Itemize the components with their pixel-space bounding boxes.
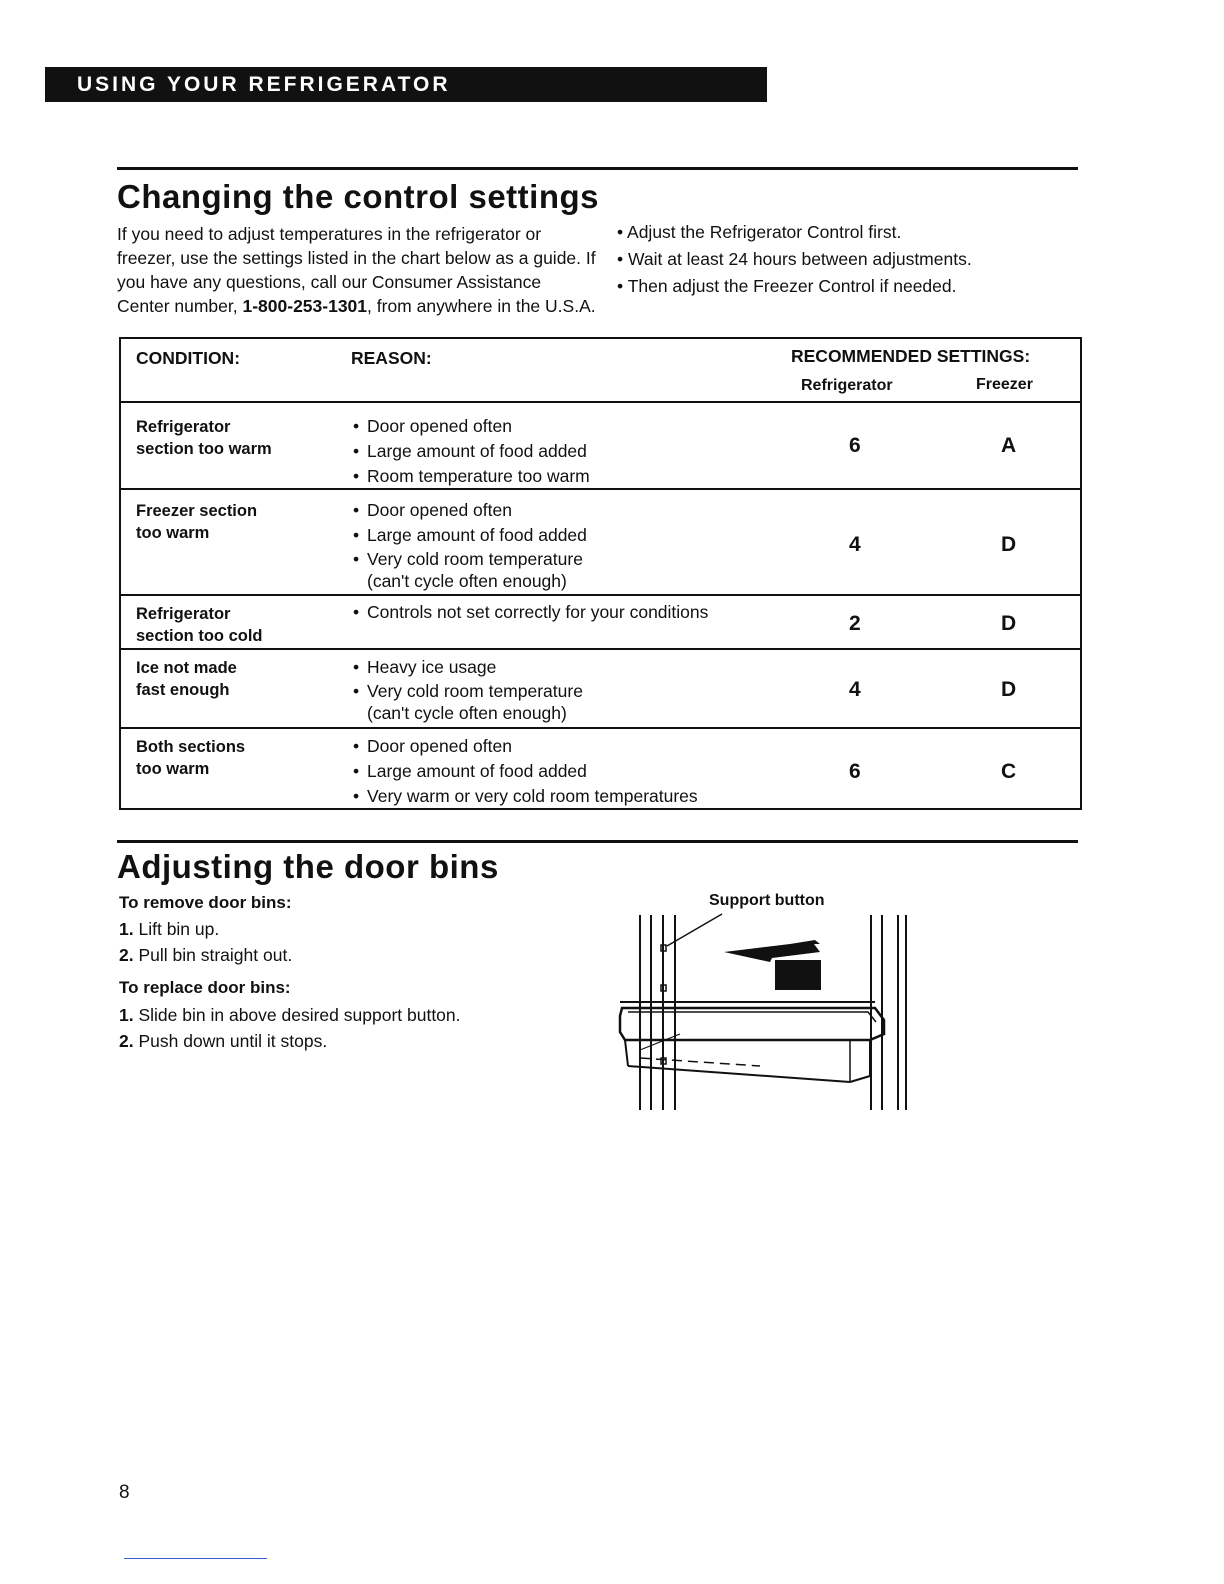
header-divider [121,401,1080,403]
condition-cell [136,416,336,460]
row-divider [121,488,1080,490]
remove-bins-heading: To remove door bins: [119,893,292,912]
condition-line: Refrigerator [136,605,231,623]
step-item [119,1028,461,1054]
remove-steps [119,916,292,968]
condition-line: section too cold [136,627,263,645]
reason-list [353,600,793,625]
condition-cell [136,736,336,780]
reason-text: (can't cycle often enough) [367,571,567,591]
step-text: Push down until it stops. [138,1031,328,1051]
row-divider [121,727,1080,729]
step-number: 2. [119,1031,134,1051]
refrigerator-setting: 2 [849,612,861,635]
section-title-control-settings: Changing the control settings [117,178,599,215]
reason-item: • Door opened often [353,736,512,756]
refrigerator-setting: 6 [849,760,861,783]
freezer-setting: D [1001,678,1017,701]
condition-line: too warm [136,524,210,542]
reason-item: • Large amount of food added [353,441,587,461]
reason-item: • Large amount of food added [353,525,587,545]
section-banner: USING YOUR REFRIGERATOR [45,67,767,102]
step-item [119,1002,461,1028]
reason-text: Heavy ice usage [367,657,497,677]
reason-item [353,703,793,723]
col-header-freezer: Freezer [976,376,1033,393]
col-header-condition: CONDITION: [136,348,241,368]
intro-tail: , from anywhere in the U.S.A. [367,296,596,316]
tip-item: • Wait at least 24 hours between adjustments. [617,246,1067,273]
reason-item: • Very cold room temperature [353,681,583,701]
reason-list [353,414,793,489]
freezer-setting: D [1001,533,1017,556]
condition-cell [136,657,336,701]
reason-text: Door opened often [367,500,512,520]
door-bin-illustration [600,890,930,1120]
reason-list [353,498,793,591]
reason-list [353,734,793,809]
condition-cell [136,500,336,544]
refrigerator-setting: 4 [849,533,861,556]
step-number: 1. [119,1005,134,1025]
reason-text: Very cold room temperature [367,681,583,701]
reason-item: • Heavy ice usage [353,657,497,677]
title-rule [117,167,1078,170]
section-title-door-bins: Adjusting the door bins [117,848,499,885]
row-divider [121,594,1080,596]
reason-item: • Room temperature too warm [353,466,590,486]
reason-text: (can't cycle often enough) [367,703,567,723]
reason-text: Large amount of food added [367,761,587,781]
row-divider [121,648,1080,650]
refrigerator-setting: 6 [849,434,861,457]
reason-item: • Door opened often [353,416,512,436]
col-header-reason: REASON: [351,348,432,368]
condition-line: Refrigerator [136,418,231,436]
refrigerator-setting: 4 [849,678,861,701]
condition-line: too warm [136,760,210,778]
step-text: Lift bin up. [138,919,220,939]
condition-line: Both sections [136,738,246,756]
footer-line [124,1558,267,1559]
support-button-label: Support button [709,892,825,909]
title-rule [117,840,1078,843]
reason-item: • Very warm or very cold room temperatures [353,786,698,806]
condition-line: Freezer section [136,502,258,520]
step-number: 1. [119,919,134,939]
condition-line: fast enough [136,681,230,699]
reason-text: Very warm or very cold room temperatures [367,786,698,806]
freezer-setting: A [1001,434,1017,457]
reason-list [353,655,793,723]
tip-item: • Then adjust the Freezer Control if needed. [617,273,1067,300]
reason-item: • Controls not set correctly for your conditions [353,602,709,622]
col-header-refrigerator: Refrigerator [801,377,893,394]
replace-steps [119,1002,461,1054]
reason-item: • Large amount of food added [353,761,587,781]
intro-paragraph [117,222,597,318]
settings-table [119,337,1082,810]
step-item [119,942,292,968]
intro-text: If you need to adjust temperatures in the refrigerator or freezer, use the settings listed in the chart below as a guide. If you have any questions, call our Consumer Assistance Center number, [117,224,596,316]
step-text: Slide bin in above desired support button. [138,1005,461,1025]
reason-text: Door opened often [367,416,512,436]
reason-item: • Very cold room temperature [353,549,583,569]
reason-text: Large amount of food added [367,441,587,461]
col-header-recommended: RECOMMENDED SETTINGS: [791,346,1031,366]
freezer-setting: C [1001,760,1017,783]
step-item [119,916,292,942]
reason-item: • Door opened often [353,500,512,520]
step-number: 2. [119,945,134,965]
adjustment-tips [617,219,1067,300]
reason-text: Room temperature too warm [367,466,590,486]
reason-text: Very cold room temperature [367,549,583,569]
reason-text: Door opened often [367,736,512,756]
phone-number: 1-800-253-1301 [242,296,368,316]
tip-item: • Adjust the Refrigerator Control first. [617,219,1067,246]
freezer-setting: D [1001,612,1017,635]
replace-bins-heading: To replace door bins: [119,978,291,997]
condition-line: section too warm [136,440,272,458]
step-text: Pull bin straight out. [138,945,293,965]
condition-cell [136,603,336,647]
page-number: 8 [119,1482,130,1503]
condition-line: Ice not made [136,659,237,677]
reason-text: Controls not set correctly for your conditions [367,602,709,622]
reason-item [353,571,793,591]
reason-text: Large amount of food added [367,525,587,545]
